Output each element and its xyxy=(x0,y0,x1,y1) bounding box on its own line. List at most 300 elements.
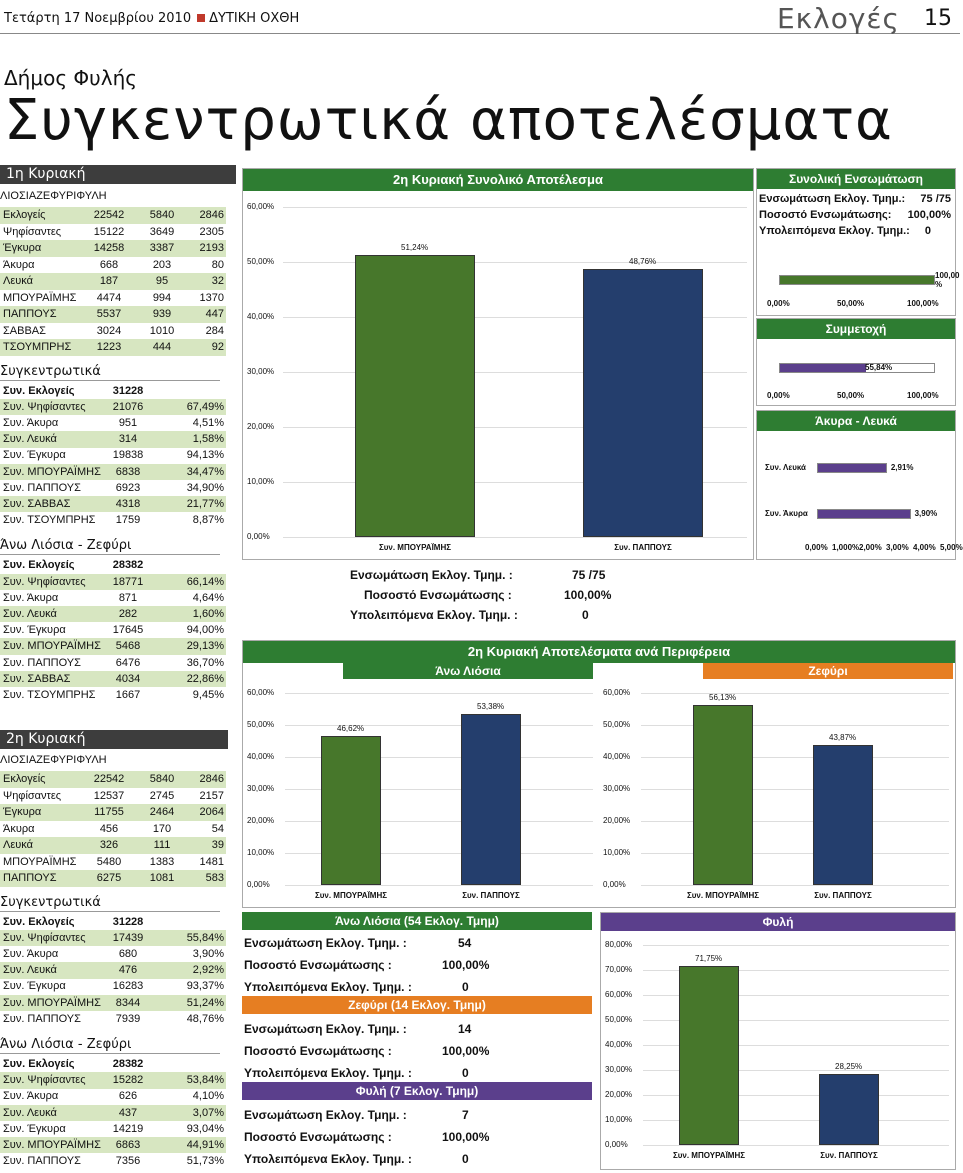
total-result-chart xyxy=(242,168,754,560)
summary-row xyxy=(0,415,226,432)
region-cell: Συν. ΤΣΟΥΜΠΡΗΣ xyxy=(3,688,96,701)
table-cell: 39 xyxy=(211,839,224,851)
table-cell: Έγκυρα xyxy=(3,806,42,818)
table-cell: ΠΑΠΠΟΥΣ xyxy=(3,308,57,320)
ano-liosia-stats-title: Άνω Λιόσια (54 Εκλογ. Τμημ) xyxy=(242,912,592,930)
bar-0 xyxy=(693,705,753,885)
stat-label: Ενσωμάτωση Εκλογ. Τμημ. : xyxy=(244,936,407,950)
region-row xyxy=(0,1153,226,1170)
stat-value-3: 0 xyxy=(582,608,589,622)
y-tick-label: 30,00% xyxy=(605,1065,633,1074)
table-cell: Έγκυρα xyxy=(3,242,42,254)
summary-cell: 314 xyxy=(118,433,138,446)
y-tick-label: 10,00% xyxy=(247,848,275,857)
table-row xyxy=(0,290,226,307)
summary-cell: Συν. Ψηφίσαντες xyxy=(3,400,86,413)
table-row xyxy=(0,804,226,821)
y-tick-label: 60,00% xyxy=(247,202,275,211)
region-row xyxy=(0,671,226,688)
summary-cell: 1,58% xyxy=(192,433,224,446)
fyli-subtitle: Φυλή xyxy=(601,913,955,931)
region-cell: Συν. Άκυρα xyxy=(3,1090,59,1103)
invalid-blank-title: Άκυρα - Λευκά xyxy=(757,411,955,431)
summary-cell: 680 xyxy=(118,947,138,960)
gridline xyxy=(641,725,949,726)
summary-cell: Συν. ΤΣΟΥΜΠΡΗΣ xyxy=(3,514,96,527)
invalid-blank-axis xyxy=(805,543,963,555)
bar-value-label: 48,76% xyxy=(629,256,657,266)
y-tick-label: 20,00% xyxy=(247,816,275,825)
bar-0 xyxy=(321,736,381,885)
y-tick-label: 30,00% xyxy=(247,784,275,793)
category-label: Συν. ΜΠΟΥΡΑΪΜΗΣ xyxy=(378,543,452,552)
summary-cell: 8,87% xyxy=(192,514,224,527)
summary-cell: 19838 xyxy=(112,449,144,462)
summary-cell: Συν. ΜΠΟΥΡΑΪΜΗΣ xyxy=(3,996,101,1009)
bar-value-label: 28,25% xyxy=(835,1062,863,1072)
invalid-value: 3,90% xyxy=(914,509,938,518)
category-label: Συν. ΜΠΟΥΡΑΪΜΗΣ xyxy=(686,891,760,900)
region-cell: 29,13% xyxy=(186,640,224,653)
table-cell: 284 xyxy=(205,324,224,337)
table-cell: ΜΠΟΥΡΑΪΜΗΣ xyxy=(3,291,77,304)
table-cell: 2846 xyxy=(199,773,224,785)
gridline xyxy=(641,789,949,790)
summary-cell: Συν. ΣΑΒΒΑΣ xyxy=(3,497,71,510)
integration-label-b: Ποσοστό Ενσωμάτωσης: xyxy=(759,209,892,221)
y-tick-label: 60,00% xyxy=(605,990,633,999)
table-cell: 1081 xyxy=(149,872,175,884)
summary-row xyxy=(0,447,226,464)
summary-cell: 16283 xyxy=(112,980,144,993)
summary-row xyxy=(0,914,226,931)
y-tick-label: 40,00% xyxy=(247,312,275,321)
axis-tick: 50,00% xyxy=(837,299,865,308)
summary-cell: 67,49% xyxy=(186,400,224,413)
summary-cell: 2,92% xyxy=(192,964,224,977)
stat-value-1: 75 /75 xyxy=(572,568,606,582)
region-cell: Συν. ΠΑΠΠΟΥΣ xyxy=(3,656,81,669)
summary-title: Συγκεντρωτικά xyxy=(0,895,220,912)
bar-1 xyxy=(583,269,703,537)
region-cell: 4034 xyxy=(115,672,141,685)
region-cell: 36,70% xyxy=(186,656,224,669)
category-label: Συν. ΜΠΟΥΡΑΪΜΗΣ xyxy=(314,891,388,900)
region-cell: 28382 xyxy=(112,1057,144,1070)
column-header: ΦΥΛΗ xyxy=(76,754,107,766)
region-cell: 7356 xyxy=(115,1155,141,1168)
summary-cell: 34,90% xyxy=(186,481,224,494)
summary-cell: Συν. Έγκυρα xyxy=(3,449,66,462)
y-tick-label: 10,00% xyxy=(247,477,275,486)
axis-tick: 5,00% xyxy=(940,543,963,552)
axis-tick: 1,000% xyxy=(832,543,860,552)
blank-label: Συν. Λευκά xyxy=(765,463,806,472)
summary-cell: 48,76% xyxy=(186,1012,224,1025)
zefyri-plot xyxy=(599,681,955,907)
region-cell: 17645 xyxy=(112,624,144,637)
integration-label-c: Υπολειπόμενα Εκλογ. Τμημ.: xyxy=(759,225,910,237)
bar-1 xyxy=(461,714,521,885)
separator-square-icon xyxy=(197,14,205,22)
table-cell: 2157 xyxy=(199,789,224,802)
summary-row xyxy=(0,962,226,979)
paper-name: ΔΥΤΙΚΗ ΟΧΘΗ xyxy=(209,11,300,26)
region-cell: Συν. ΠΑΠΠΟΥΣ xyxy=(3,1155,81,1168)
category-label: Συν. ΠΑΠΠΟΥΣ xyxy=(820,1151,878,1160)
region-cell: Συν. ΣΑΒΒΑΣ xyxy=(3,672,71,685)
region-cell: 6863 xyxy=(115,1138,141,1151)
table-cell: 1223 xyxy=(96,341,122,353)
table-cell: 1010 xyxy=(149,324,175,337)
integration-value-c: 0 xyxy=(924,225,931,237)
summary-row xyxy=(0,930,226,947)
table-cell: 583 xyxy=(205,872,224,884)
table-cell: 326 xyxy=(99,839,119,851)
region-cell: 53,84% xyxy=(186,1074,224,1087)
region-cell: 93,04% xyxy=(186,1122,224,1135)
fyli-stats-title: Φυλή (7 Εκλογ. Τμημ) xyxy=(242,1082,592,1100)
total-chart-plot xyxy=(243,191,753,559)
bar-1 xyxy=(819,1074,879,1145)
region-cell: Συν. Λευκά xyxy=(3,607,57,620)
table-cell: 447 xyxy=(205,308,224,320)
table-cell: 6275 xyxy=(96,872,122,884)
table-header xyxy=(0,754,226,770)
table-row xyxy=(0,323,226,340)
table-cell: 95 xyxy=(155,275,169,287)
table-row xyxy=(0,870,226,887)
table-cell: 444 xyxy=(152,341,172,353)
category-label: Συν. ΠΑΠΠΟΥΣ xyxy=(814,891,872,900)
table-cell: Εκλογείς xyxy=(3,773,46,785)
y-tick-label: 0,00% xyxy=(605,1140,628,1149)
table-cell: 1370 xyxy=(199,291,224,304)
region-cell: 5468 xyxy=(115,640,141,653)
summary-cell: Συν. Έγκυρα xyxy=(3,980,66,993)
ano-liosia-plot xyxy=(243,681,599,907)
summary-cell: Συν. Άκυρα xyxy=(3,416,59,429)
table-cell: 1481 xyxy=(199,855,224,868)
bar-value-label: 71,75% xyxy=(695,953,723,963)
category-label: Συν. ΠΑΠΠΟΥΣ xyxy=(462,891,520,900)
region-cell: 1667 xyxy=(115,688,141,701)
gridline xyxy=(641,885,949,886)
gridline xyxy=(285,885,593,886)
stat-label: Ενσωμάτωση Εκλογ. Τμημ. : xyxy=(244,1108,407,1122)
y-tick-label: 30,00% xyxy=(603,784,631,793)
table-cell: Άκυρα xyxy=(3,822,35,835)
table-cell: 1383 xyxy=(149,855,175,868)
zefyri-stats-title: Ζεφύρι (14 Εκλογ. Τμημ) xyxy=(242,996,592,1014)
region-cell: Συν. Ψηφίσαντες xyxy=(3,575,86,588)
y-tick-label: 60,00% xyxy=(603,688,631,697)
column-header: ΖΕΦΥΡΙ xyxy=(36,754,77,766)
total-chart-title: 2η Κυριακή Συνολικό Αποτέλεσμα xyxy=(243,169,753,191)
y-tick-label: 50,00% xyxy=(247,720,275,729)
table-cell: 80 xyxy=(211,258,224,271)
table-cell: 2745 xyxy=(149,789,175,802)
region-row xyxy=(0,557,226,574)
page-header xyxy=(0,0,960,34)
section-name: Εκλογές xyxy=(776,2,900,35)
table-header xyxy=(0,190,226,206)
stat-label: Ποσοστό Ενσωμάτωσης : xyxy=(244,1044,392,1058)
bar-value-label: 43,87% xyxy=(829,732,857,742)
y-tick-label: 20,00% xyxy=(603,816,631,825)
summary-row xyxy=(0,512,226,529)
region-cell: 9,45% xyxy=(192,688,224,701)
stat-value: 0 xyxy=(462,1066,469,1080)
region-cell: 15282 xyxy=(112,1074,144,1087)
y-tick-label: 0,00% xyxy=(247,880,270,889)
axis-tick: 4,00% xyxy=(913,543,936,552)
region-cell: 1,60% xyxy=(192,607,224,620)
table-cell: 32 xyxy=(211,275,224,287)
region-cell: 626 xyxy=(118,1090,138,1103)
summary-title: Συγκεντρωτικά xyxy=(0,364,220,381)
summary-cell: Συν. Ψηφίσαντες xyxy=(3,931,86,944)
table-cell: 994 xyxy=(152,291,172,304)
fyli-plot xyxy=(601,931,955,1169)
table-cell: 92 xyxy=(211,341,224,353)
summary-row xyxy=(0,431,226,448)
stat-label: Ποσοστό Ενσωμάτωσης : xyxy=(244,958,392,972)
summary-cell: Συν. Εκλογείς xyxy=(3,915,75,928)
integration-value-b: 100,00% xyxy=(907,209,951,221)
y-tick-label: 60,00% xyxy=(247,688,275,697)
region-row xyxy=(0,687,226,704)
y-tick-label: 20,00% xyxy=(605,1090,633,1099)
region-title: Άνω Λιόσια - Ζεφύρι xyxy=(0,538,220,555)
summary-row xyxy=(0,383,226,400)
summary-cell: Συν. Άκυρα xyxy=(3,947,59,960)
summary-cell: Συν. Λευκά xyxy=(3,433,57,446)
summary-cell: 4,51% xyxy=(192,416,224,429)
stat-label-2: Ποσοστό Ενσωμάτωσης : xyxy=(364,588,512,602)
table-cell: Ψηφίσαντες xyxy=(3,225,62,238)
summary-row xyxy=(0,496,226,513)
summary-cell: 17439 xyxy=(112,931,144,944)
summary-cell: 476 xyxy=(118,964,138,977)
summary-cell: Συν. Λευκά xyxy=(3,964,57,977)
summary-cell: 51,24% xyxy=(186,996,224,1009)
table-cell: 456 xyxy=(99,822,119,835)
ano-liosia-subtitle: Άνω Λιόσια xyxy=(343,663,593,679)
region-cell: 66,14% xyxy=(186,575,224,588)
integration-label-a: Ενσωμάτωση Εκλογ. Τμημ.: xyxy=(759,193,906,205)
summary-row xyxy=(0,399,226,416)
region-row xyxy=(0,1072,226,1089)
stat-value-2: 100,00% xyxy=(564,588,612,602)
region-row xyxy=(0,574,226,591)
table-cell: Εκλογείς xyxy=(3,209,46,221)
y-tick-label: 10,00% xyxy=(603,848,631,857)
integration-title: Συνολική Ενσωμάτωση xyxy=(757,169,955,189)
summary-cell: Συν. ΜΠΟΥΡΑΪΜΗΣ xyxy=(3,465,101,478)
table-cell: Λευκά xyxy=(3,275,33,287)
table-cell: 3024 xyxy=(96,324,122,337)
column-header: ΛΙΟΣΙΑ xyxy=(0,190,37,202)
y-tick-label: 0,00% xyxy=(247,532,270,541)
stat-value: 0 xyxy=(462,1152,469,1166)
summary-cell: 31228 xyxy=(112,915,144,928)
y-tick-label: 40,00% xyxy=(603,752,631,761)
gridline xyxy=(283,207,747,208)
integration-gauge xyxy=(779,275,935,285)
table-cell: Ψηφίσαντες xyxy=(3,789,62,802)
region-cell: 18771 xyxy=(112,575,144,588)
region-cell: Συν. Λευκά xyxy=(3,1106,57,1119)
integration-value-a: 75 /75 xyxy=(920,193,951,205)
bar-value-label: 46,62% xyxy=(337,723,365,733)
table-row xyxy=(0,788,226,805)
region-row xyxy=(0,1088,226,1105)
table-cell: 11755 xyxy=(94,806,124,818)
axis-tick: 2,00% xyxy=(859,543,882,552)
round1-title: 1η Κυριακή xyxy=(0,165,236,184)
table-row xyxy=(0,306,226,323)
summary-cell: 3,90% xyxy=(192,947,224,960)
table-row xyxy=(0,837,226,854)
region-row xyxy=(0,655,226,672)
region-row xyxy=(0,622,226,639)
table-cell: 187 xyxy=(99,275,119,287)
stat-value: 100,00% xyxy=(442,1130,490,1144)
y-tick-label: 40,00% xyxy=(605,1040,633,1049)
table-cell: 54 xyxy=(211,822,224,835)
column-header: ΛΙΟΣΙΑ xyxy=(0,754,37,766)
summary-row xyxy=(0,480,226,497)
participation-gauge xyxy=(779,363,935,373)
blank-bar xyxy=(817,463,887,473)
region-cell: 51,73% xyxy=(186,1155,224,1168)
summary-cell: 951 xyxy=(118,416,138,429)
stat-value: 54 xyxy=(458,936,472,950)
summary-row xyxy=(0,978,226,995)
column-header: ΖΕΦΥΡΙ xyxy=(36,190,77,202)
bar-value-label: 51,24% xyxy=(401,243,429,253)
region-chart-title: 2η Κυριακή Αποτελέσματα ανά Περιφέρεια xyxy=(243,641,955,663)
y-tick-label: 20,00% xyxy=(247,422,275,431)
region-cell: Συν. Εκλογείς xyxy=(3,1057,75,1070)
table-row xyxy=(0,821,226,838)
region-row xyxy=(0,638,226,655)
table-row xyxy=(0,240,226,257)
stat-value: 100,00% xyxy=(442,958,490,972)
summary-cell: 8344 xyxy=(115,996,141,1009)
axis-tick: 100,00% xyxy=(907,299,939,308)
participation-gauge-fill xyxy=(780,364,866,372)
y-tick-label: 30,00% xyxy=(247,367,275,376)
stat-label: Ενσωμάτωση Εκλογ. Τμημ. : xyxy=(244,1022,407,1036)
table-row xyxy=(0,854,226,871)
gridline xyxy=(641,757,949,758)
axis-tick: 0,00% xyxy=(805,543,828,552)
summary-cell: 7939 xyxy=(115,1012,141,1025)
table-cell: ΤΣΟΥΜΠΡΗΣ xyxy=(3,341,72,353)
table-row xyxy=(0,771,226,788)
summary-row xyxy=(0,946,226,963)
region-results-chart xyxy=(242,640,956,908)
table-cell: Άκυρα xyxy=(3,258,35,271)
table-cell: 2064 xyxy=(199,806,224,818)
summary-cell: 31228 xyxy=(112,384,144,397)
table-cell: 2464 xyxy=(149,806,175,818)
participation-title: Συμμετοχή xyxy=(757,319,955,339)
y-tick-label: 40,00% xyxy=(247,752,275,761)
gridline xyxy=(283,537,747,538)
table-cell: 14258 xyxy=(93,242,125,254)
summary-cell: 55,84% xyxy=(186,931,224,944)
participation-gauge-label: 55,84% xyxy=(865,363,893,372)
summary-cell: 94,13% xyxy=(186,449,224,462)
region-cell: 6476 xyxy=(115,656,141,669)
region-cell: 4,10% xyxy=(192,1090,224,1103)
table-cell: 5537 xyxy=(96,308,122,320)
table-cell: ΠΑΠΠΟΥΣ xyxy=(3,872,57,884)
summary-cell: Συν. ΠΑΠΠΟΥΣ xyxy=(3,1012,81,1025)
summary-cell: Συν. ΠΑΠΠΟΥΣ xyxy=(3,481,81,494)
summary-row xyxy=(0,1011,226,1028)
region-cell: 4,64% xyxy=(192,591,224,604)
gridline xyxy=(283,262,747,263)
region-cell: 22,86% xyxy=(186,672,224,685)
stat-value: 100,00% xyxy=(442,1044,490,1058)
summary-cell: Συν. Εκλογείς xyxy=(3,384,75,397)
stat-label: Υπολειπόμενα Εκλογ. Τμημ. : xyxy=(244,980,412,994)
summary-cell: 4318 xyxy=(115,497,141,510)
headline: Συγκεντρωτικά αποτελέσματα xyxy=(4,88,893,153)
table-row xyxy=(0,207,226,224)
table-row xyxy=(0,273,226,290)
table-cell: ΜΠΟΥΡΑΪΜΗΣ xyxy=(3,855,77,868)
stat-label: Υπολειπόμενα Εκλογ. Τμημ. : xyxy=(244,1152,412,1166)
summary-cell: 21076 xyxy=(112,400,144,413)
summary-cell: 34,47% xyxy=(186,465,224,478)
summary-cell: 6923 xyxy=(115,481,141,494)
municipality-title: Δήμος Φυλής xyxy=(4,66,137,90)
y-tick-label: 50,00% xyxy=(603,720,631,729)
table-cell: 2846 xyxy=(199,209,224,221)
region-cell: 94,00% xyxy=(186,624,224,637)
axis-tick: 50,00% xyxy=(837,391,865,400)
region-cell: Συν. ΜΠΟΥΡΑΪΜΗΣ xyxy=(3,640,101,653)
region-row xyxy=(0,1056,226,1073)
axis-tick: 0,00% xyxy=(767,299,790,308)
gridline xyxy=(643,1145,949,1146)
fyli-chart xyxy=(600,912,956,1170)
stat-label-3: Υπολειπόμενα Εκλογ. Τμημ. : xyxy=(350,608,518,622)
total-integration-stats xyxy=(242,562,754,632)
table-cell: 12537 xyxy=(93,789,125,802)
region-title: Άνω Λιόσια - Ζεφύρι xyxy=(0,1037,220,1054)
gridline xyxy=(285,725,593,726)
table-cell: Λευκά xyxy=(3,839,33,851)
table-cell: 3649 xyxy=(149,225,175,238)
gridline xyxy=(643,945,949,946)
region-cell: Συν. Άκυρα xyxy=(3,591,59,604)
region-row xyxy=(0,1137,226,1154)
integration-panel xyxy=(756,168,960,316)
table-row xyxy=(0,224,226,241)
table-row xyxy=(0,257,226,274)
table-cell: 203 xyxy=(152,258,172,271)
table-cell: 5840 xyxy=(149,209,175,221)
invalid-label: Συν. Άκυρα xyxy=(765,509,808,518)
axis-tick: 3,00% xyxy=(886,543,909,552)
y-tick-label: 50,00% xyxy=(247,257,275,266)
